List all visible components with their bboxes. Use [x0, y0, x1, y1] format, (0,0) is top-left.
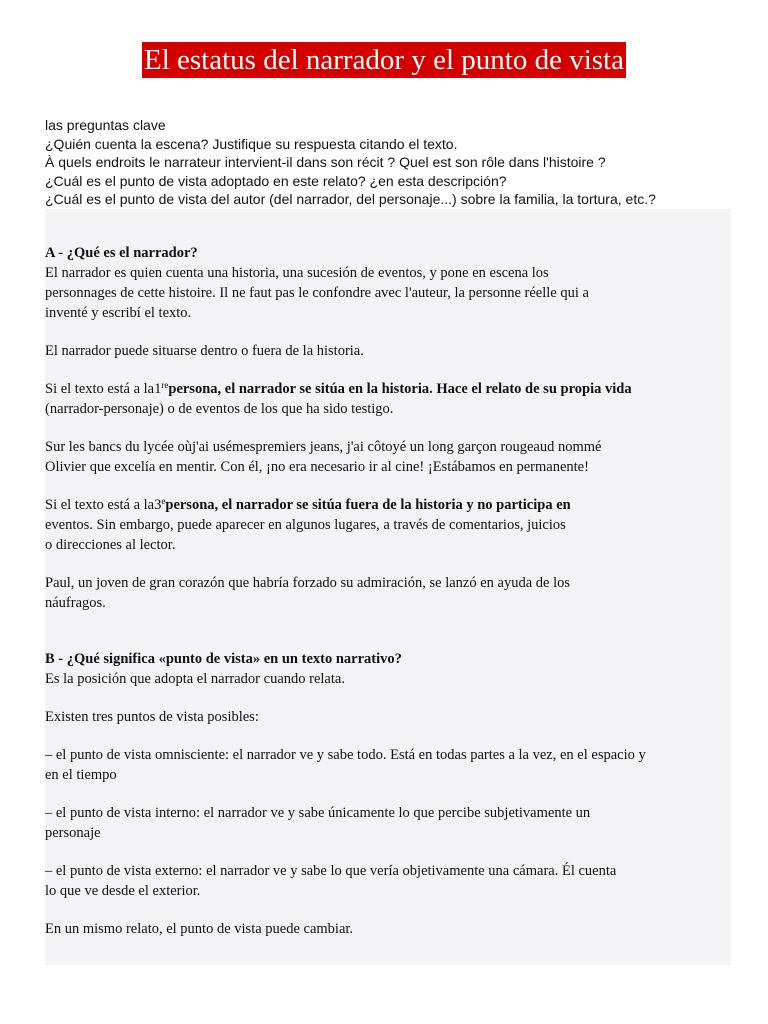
title-container	[0, 42, 768, 78]
key-questions	[45, 116, 735, 209]
questions-heading: las preguntas clave	[45, 117, 166, 133]
section-b-paragraph-1: Es la posición que adopta el narrador cuando relata.	[45, 671, 345, 687]
section-b-paragraph-2: Existen tres puntos de vista posibles:	[45, 709, 259, 725]
question-4: ¿Cuál es el punto de vista del autor (del narrador, del personaje...) sobre la familia, la tortura, etc.?	[45, 191, 656, 207]
question-1: ¿Quién cuenta la escena? Justifique su respuesta citando el texto.	[45, 135, 458, 152]
pov-internal: – el punto de vista interno: el narrador ve y sabe únicamente lo que percibe subjetivamente un personaje	[45, 805, 591, 841]
section-b-heading: B - ¿Qué significa «punto de vista» en un texto narrativo?	[45, 651, 402, 667]
pov-omniscient: – el punto de vista omnisciente: el narrador ve y sabe todo. Está en todas partes a la vez, en el espacio y en el tiempo	[45, 747, 646, 783]
third-person-paragraph: Si el texto está a la3epersona, el narrador se sitúa fuera de la historia y no participa en eventos. Sin embargo, puede aparecer en algunos lugares, a través de comentarios, juicios o direcciones al lector.	[45, 496, 571, 553]
section-a-paragraph-1: El narrador es quien cuenta una historia, una sucesión de eventos, y pone en escena los personnages de cette histoire. Il ne faut pas le confondre avec l'auteur, la personne réelle qui a inventé y escribí el texto.	[45, 265, 589, 321]
first-person-paragraph: Si el texto está a la1repersona, el narrador se sitúa en la historia. Hace el relato de su propia vida (narrador-personaje) o de eventos de los que ha sido testigo.	[45, 380, 632, 417]
section-a-heading: A - ¿Qué es el narrador?	[45, 245, 198, 261]
page-title: El estatus del narrador y el punto de vista	[144, 44, 624, 76]
section-a-paragraph-2: El narrador puede situarse dentro o fuera de la historia.	[45, 343, 364, 359]
pov-external: – el punto de vista externo: el narrador ve y sabe lo que vería objetivamente una cámara. Él cuenta lo que ve desde el exterior.	[45, 863, 617, 899]
question-3: ¿Cuál es el punto de vista adoptado en este relato? ¿en esta descripción?	[45, 172, 507, 189]
question-2: À quels endroits le narrateur intervient-il dans son récit ? Quel est son rôle dans l'histoire ?	[45, 154, 606, 170]
first-person-example: Sur les bancs du lycée oùj'ai usémespremiers jeans, j'ai côtoyé un long garçon rougeaud nommé Olivier que excelía en mentir. Con él, ¡no era necesario ir al cine! ¡Estábamos en permanente!	[45, 439, 602, 475]
document-body	[45, 243, 685, 939]
section-b-paragraph-3: En un mismo relato, el punto de vista puede cambiar.	[45, 921, 354, 937]
third-person-example: Paul, un joven de gran corazón que habría forzado su admiración, se lanzó en ayuda de los náufragos.	[45, 575, 571, 611]
